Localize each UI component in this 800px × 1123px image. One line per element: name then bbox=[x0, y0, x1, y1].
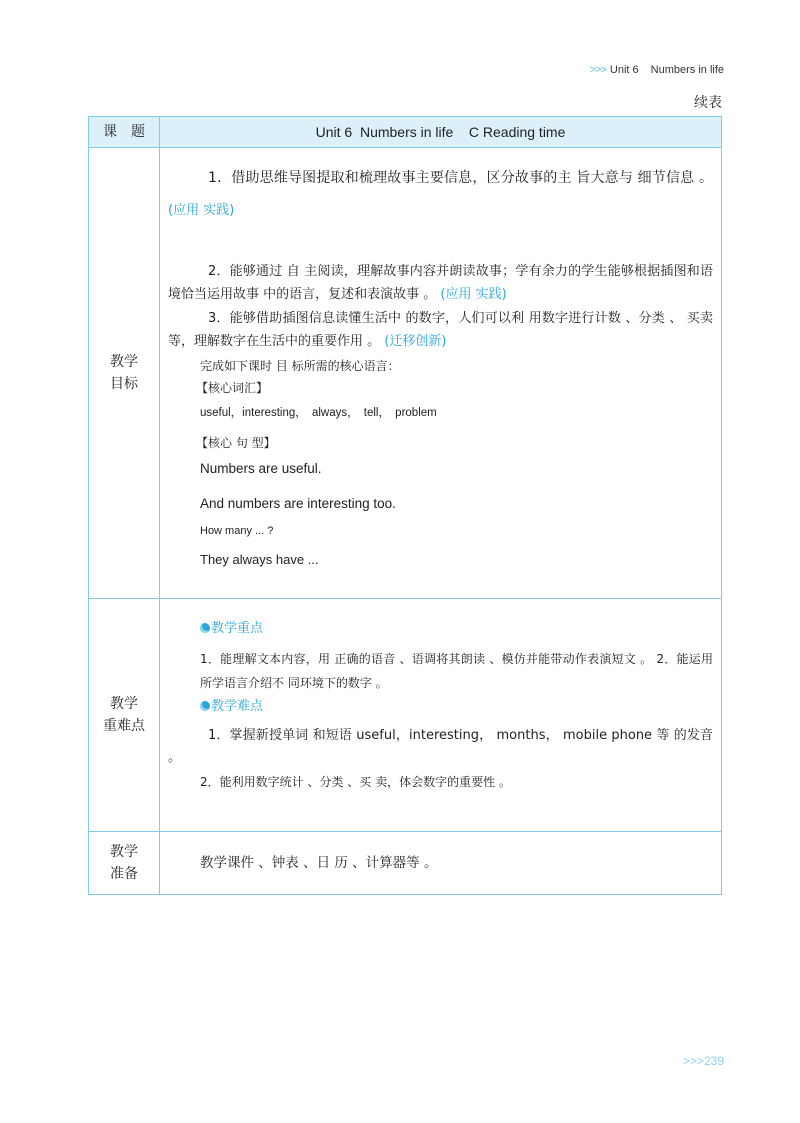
goal-2 bbox=[168, 260, 713, 306]
key-label-line2: 重难点 bbox=[103, 718, 145, 734]
key-points-row bbox=[89, 599, 722, 832]
prep-cell bbox=[160, 832, 722, 895]
header-arrows: >>> bbox=[589, 64, 606, 76]
page-number bbox=[683, 1054, 724, 1068]
header-unit-number: Unit 6 bbox=[609, 64, 639, 76]
goals-label-line2: 目标 bbox=[110, 376, 138, 392]
title-value: Unit 6 Numbers in life C Reading time bbox=[160, 117, 722, 148]
lesson-plan-table bbox=[88, 116, 722, 895]
page-number-value: 239 bbox=[703, 1054, 724, 1068]
difficulty-2: 2．能利用数字统计 、分类 、买 卖，体会数字的重要性 。 bbox=[200, 775, 511, 789]
pattern-heading: 【核心 句 型】 bbox=[196, 436, 276, 450]
bullet-dot-icon bbox=[200, 623, 210, 633]
prep-label-line1: 教学 bbox=[110, 844, 138, 860]
focus-heading: 教学重点 bbox=[200, 617, 721, 636]
prep-text: 教学课件 、钟表 、日 历 、计算器等 。 bbox=[200, 854, 438, 871]
key-points-cell bbox=[160, 599, 722, 832]
goals-row bbox=[89, 148, 722, 599]
difficulty-1: 1．掌握新授单词 和短语 useful，interesting， months， mobile phone 等 的发音 。 bbox=[168, 728, 713, 765]
core-language-intro: 完成如下课时 目 标所需的核心语言： bbox=[200, 359, 400, 373]
goal-1 bbox=[168, 162, 713, 227]
pattern-2: And numbers are interesting too. bbox=[200, 496, 396, 511]
vocab-heading: 【核心词汇】 bbox=[196, 381, 269, 395]
vocab-list: useful，interesting， always， tell， problem bbox=[200, 407, 437, 419]
key-label-line1: 教学 bbox=[110, 696, 138, 712]
pattern-1: Numbers are useful. bbox=[200, 461, 322, 476]
focus-text: 1．能理解文本内容，用 正确的语音 、语调将其朗读 、模仿并能带动作表演短文 。 2．能运用 所学语言介绍不 同环境下的数字 。 bbox=[200, 652, 713, 690]
goals-label-line1: 教学 bbox=[110, 354, 138, 370]
goal-2-text: 2．能够通过 自 主阅读，理解故事内容并朗读故事；学有余力的学生能够根据插图和语境恰当运用故事 中的语言，复述和表演故事 。 bbox=[168, 264, 713, 302]
goal-3-text: 3．能够借助插图信息读懂生活中 的数字，人们可以利 用数字进行计数 、分类 、 买卖等，理解数字在生活中的重要作用 。 bbox=[168, 311, 713, 349]
goal-1-tag: (应用 实践) bbox=[168, 203, 235, 218]
page-number-arrows: >>> bbox=[682, 1054, 704, 1068]
header-unit-title: Numbers in life bbox=[650, 64, 724, 76]
goal-3 bbox=[168, 307, 713, 353]
pattern-3: How many ... ? bbox=[200, 525, 274, 537]
goal-2-tag: (应用 实践) bbox=[440, 287, 507, 302]
goals-cell bbox=[160, 148, 722, 599]
goals-label bbox=[89, 148, 160, 599]
title-row bbox=[89, 117, 722, 148]
title-label: 课 题 bbox=[89, 117, 160, 148]
prep-label bbox=[89, 832, 160, 895]
difficulty-heading: 教学难点 bbox=[200, 695, 721, 714]
prep-label-line2: 准备 bbox=[110, 866, 138, 882]
bullet-dot-icon bbox=[200, 701, 210, 711]
continued-label: 续表 bbox=[694, 95, 722, 111]
key-label bbox=[89, 599, 160, 832]
pattern-4: They always have ... bbox=[200, 552, 319, 567]
running-header bbox=[590, 64, 724, 76]
preparation-row bbox=[89, 832, 722, 895]
goal-3-tag: (迁移创新) bbox=[384, 334, 447, 349]
goal-1-text: 1．借助思维导图提取和梳理故事主要信息，区分故事的主 旨大意与 细节信息 。 bbox=[208, 170, 713, 186]
